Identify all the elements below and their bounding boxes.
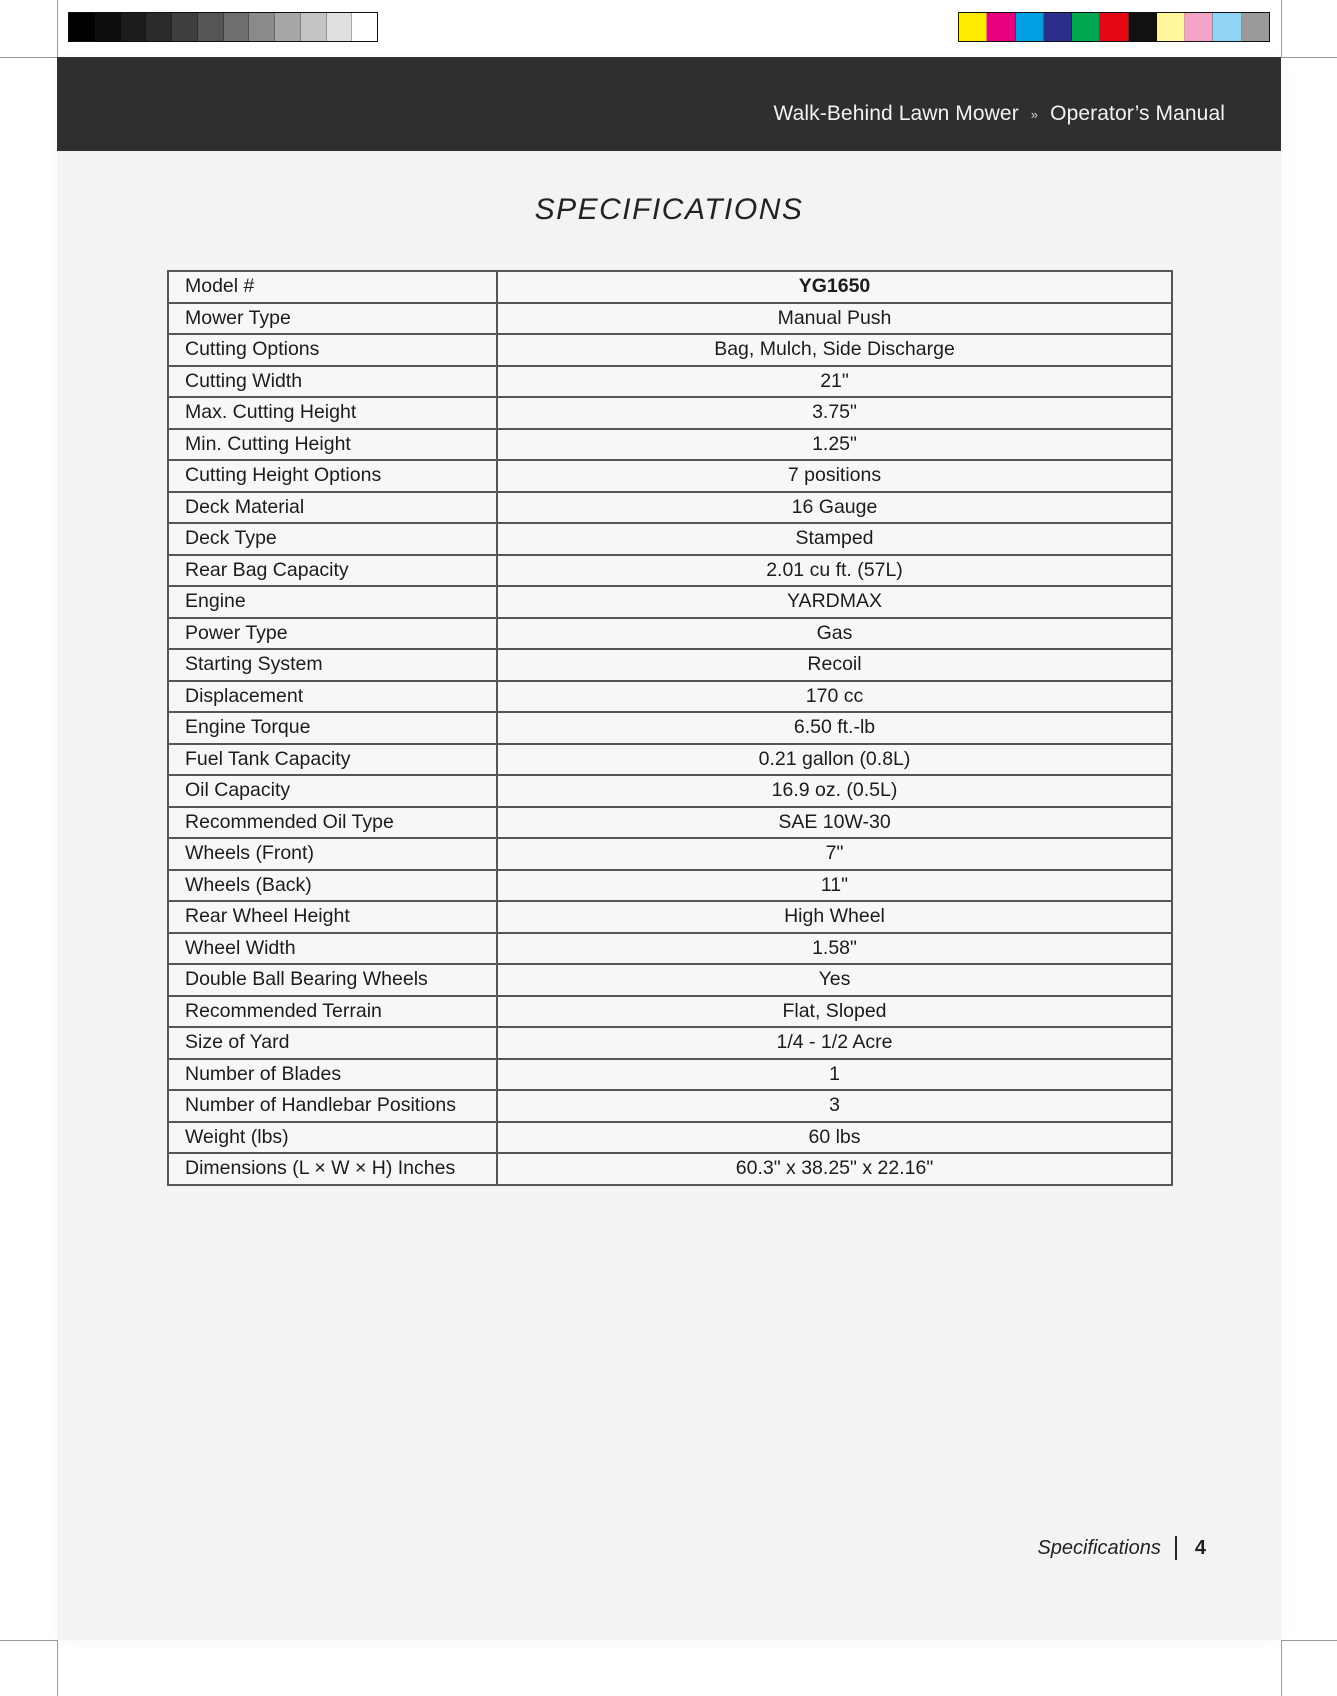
gray-swatch (224, 13, 250, 41)
spec-value: Manual Push (497, 303, 1172, 335)
spec-label: Wheels (Back) (168, 870, 497, 902)
spec-label: Number of Blades (168, 1059, 497, 1091)
color-swatch (987, 13, 1015, 41)
color-swatch (1157, 13, 1185, 41)
spec-label: Size of Yard (168, 1027, 497, 1059)
specifications-table (167, 270, 1173, 1186)
table-row (168, 1090, 1172, 1122)
spec-value: 1 (497, 1059, 1172, 1091)
spec-label: Rear Bag Capacity (168, 555, 497, 587)
spec-label: Weight (lbs) (168, 1122, 497, 1154)
spec-value: 1.25" (497, 429, 1172, 461)
color-swatch (1185, 13, 1213, 41)
spec-label: Deck Material (168, 492, 497, 524)
table-row (168, 429, 1172, 461)
header-document: Operator’s Manual (1050, 102, 1225, 125)
gray-swatch (69, 13, 95, 41)
spec-label: Recommended Terrain (168, 996, 497, 1028)
table-row (168, 271, 1172, 303)
table-row (168, 618, 1172, 650)
table-row (168, 933, 1172, 965)
table-row (168, 807, 1172, 839)
gray-swatch (121, 13, 147, 41)
footer-divider (1175, 1536, 1177, 1560)
spec-value: 3.75" (497, 397, 1172, 429)
spec-label: Fuel Tank Capacity (168, 744, 497, 776)
spec-value: 170 cc (497, 681, 1172, 713)
spec-label: Model # (168, 271, 497, 303)
gray-swatch (327, 13, 353, 41)
spec-value: Bag, Mulch, Side Discharge (497, 334, 1172, 366)
spec-label: Max. Cutting Height (168, 397, 497, 429)
spec-value: YARDMAX (497, 586, 1172, 618)
color-swatch (1044, 13, 1072, 41)
spec-label: Power Type (168, 618, 497, 650)
table-row (168, 1153, 1172, 1185)
table-row (168, 964, 1172, 996)
crop-mark-bottom-right-h (1281, 1640, 1337, 1641)
spec-value: 11" (497, 870, 1172, 902)
table-row (168, 492, 1172, 524)
table-row (168, 712, 1172, 744)
spec-value: 7 positions (497, 460, 1172, 492)
crop-mark-bottom-right (1281, 1640, 1282, 1696)
spec-label: Mower Type (168, 303, 497, 335)
crop-mark-top-right (1281, 0, 1282, 57)
crop-mark-top-left-h (0, 57, 57, 58)
table-row (168, 1122, 1172, 1154)
table-row (168, 870, 1172, 902)
spec-label: Deck Type (168, 523, 497, 555)
spec-value: 60 lbs (497, 1122, 1172, 1154)
crop-mark-top-left (57, 0, 58, 57)
spec-value: Stamped (497, 523, 1172, 555)
table-row (168, 586, 1172, 618)
page-title: SPECIFICATIONS (534, 193, 804, 226)
spec-value: 1.58" (497, 933, 1172, 965)
color-swatch (1129, 13, 1157, 41)
table-row (168, 1059, 1172, 1091)
table-row (168, 838, 1172, 870)
gray-swatch (301, 13, 327, 41)
table-row (168, 366, 1172, 398)
crop-mark-top-right-h (1281, 57, 1337, 58)
spec-label: Wheels (Front) (168, 838, 497, 870)
spec-value: 0.21 gallon (0.8L) (497, 744, 1172, 776)
spec-label: Cutting Width (168, 366, 497, 398)
spec-label: Displacement (168, 681, 497, 713)
gray-swatch (172, 13, 198, 41)
spec-label: Wheel Width (168, 933, 497, 965)
table-row (168, 775, 1172, 807)
color-swatch (1072, 13, 1100, 41)
spec-value: 60.3" x 38.25" x 22.16" (497, 1153, 1172, 1185)
spec-label: Engine (168, 586, 497, 618)
grayscale-calibration-bar (68, 12, 378, 42)
spec-label: Oil Capacity (168, 775, 497, 807)
spec-label: Starting System (168, 649, 497, 681)
spec-label: Cutting Height Options (168, 460, 497, 492)
breadcrumb-separator-icon: » (1030, 106, 1039, 122)
spec-value: 2.01 cu ft. (57L) (497, 555, 1172, 587)
spec-value: Recoil (497, 649, 1172, 681)
color-swatch (1242, 13, 1269, 41)
footer-section-name: Specifications (1037, 1536, 1161, 1559)
page-number: 4 (1194, 1536, 1206, 1559)
spec-value: High Wheel (497, 901, 1172, 933)
spec-value: 1/4 - 1/2 Acre (497, 1027, 1172, 1059)
table-row (168, 996, 1172, 1028)
table-row (168, 460, 1172, 492)
color-swatch (959, 13, 987, 41)
spec-value: 7" (497, 838, 1172, 870)
table-row (168, 555, 1172, 587)
table-row (168, 523, 1172, 555)
header-product: Walk-Behind Lawn Mower (773, 102, 1019, 125)
page-footer (1037, 1536, 1206, 1560)
gray-swatch (198, 13, 224, 41)
table-row (168, 303, 1172, 335)
spec-value: 3 (497, 1090, 1172, 1122)
spec-value: Flat, Sloped (497, 996, 1172, 1028)
color-swatch (1213, 13, 1241, 41)
spec-label: Recommended Oil Type (168, 807, 497, 839)
color-swatch (1016, 13, 1044, 41)
spec-value: 21" (497, 366, 1172, 398)
table-row (168, 649, 1172, 681)
crop-mark-bottom-left (57, 1640, 58, 1696)
gray-swatch (146, 13, 172, 41)
spec-label: Engine Torque (168, 712, 497, 744)
color-calibration-bar (958, 12, 1270, 42)
spec-label: Min. Cutting Height (168, 429, 497, 461)
spec-value: 16.9 oz. (0.5L) (497, 775, 1172, 807)
crop-mark-bottom-left-h (0, 1640, 57, 1641)
spec-value: YG1650 (497, 271, 1172, 303)
table-row (168, 901, 1172, 933)
spec-label: Double Ball Bearing Wheels (168, 964, 497, 996)
page-header (57, 57, 1281, 151)
table-row (168, 334, 1172, 366)
spec-value: 6.50 ft.-lb (497, 712, 1172, 744)
color-swatch (1100, 13, 1128, 41)
spec-value: 16 Gauge (497, 492, 1172, 524)
gray-swatch (249, 13, 275, 41)
header-breadcrumb (773, 102, 1225, 126)
spec-label: Cutting Options (168, 334, 497, 366)
gray-swatch (95, 13, 121, 41)
gray-swatch (275, 13, 301, 41)
spec-value: Gas (497, 618, 1172, 650)
table-row (168, 681, 1172, 713)
spec-value: Yes (497, 964, 1172, 996)
table-row (168, 1027, 1172, 1059)
table-row (168, 397, 1172, 429)
spec-label: Dimensions (L × W × H) Inches (168, 1153, 497, 1185)
spec-label: Rear Wheel Height (168, 901, 497, 933)
spec-value: SAE 10W-30 (497, 807, 1172, 839)
gray-swatch (352, 13, 377, 41)
table-row (168, 744, 1172, 776)
spec-label: Number of Handlebar Positions (168, 1090, 497, 1122)
manual-page (57, 57, 1281, 1640)
